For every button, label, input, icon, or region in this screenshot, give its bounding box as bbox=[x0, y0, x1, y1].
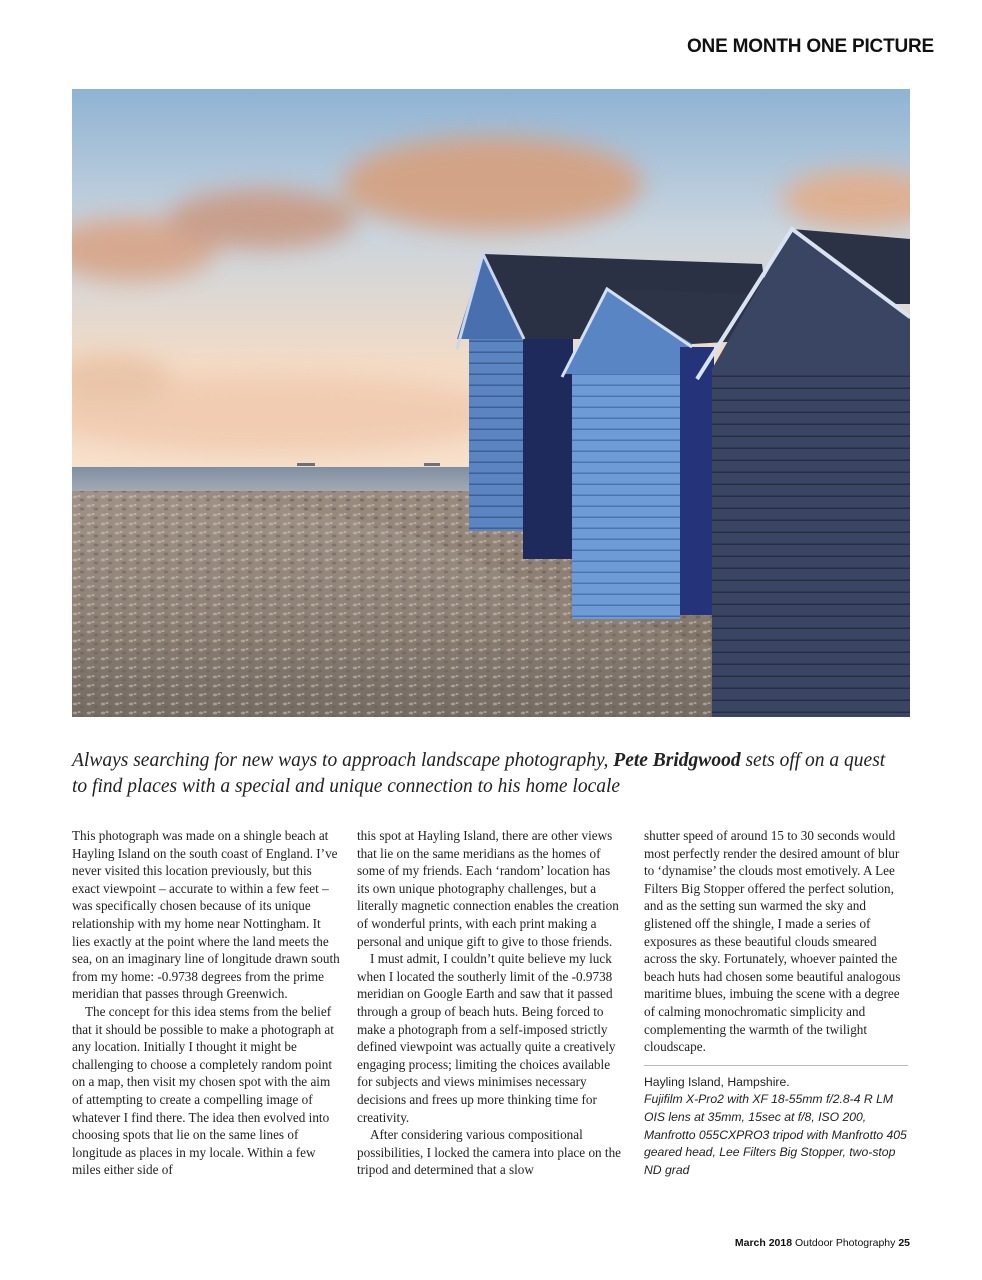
body-column-1 bbox=[72, 827, 340, 1179]
issue-date: March 2018 bbox=[734, 1237, 793, 1249]
page-number: 25 bbox=[898, 1237, 910, 1249]
page-footer bbox=[735, 1237, 910, 1249]
standfirst: Always searching for new ways to approach landscape photography, Pete Bridgwood sets off on a quest to find places with a special and unique connection to his home locale bbox=[72, 750, 886, 797]
section-title: ONE MONTH ONE PICTURE bbox=[686, 36, 934, 57]
caption-location: Hayling Island, Hampshire. bbox=[644, 1074, 790, 1089]
paragraph: shutter speed of around 15 to 30 seconds would most perfectly render the desired amount of blur to ‘dynamise’ the clouds most emotively. A Lee Filters Big Stopper offered the perfect solution, and as the setting sun warmed the sky and glistened off the shingle, I made a series of exposures as these beautiful clouds smeared across the sky. Fortunately, whoever painted the beach huts had chosen some beautiful analogous maritime blues, imbuing the scene with a degree of calming monochromatic simplicity and complementing the warmth of the twilight cloudscape. bbox=[644, 828, 901, 1055]
paragraph: The concept for this idea stems from the belief that it should be possible to make a photograph at any location. Initially I thought it might be challenging to choose a completely random point on a map, then visit my chosen spot with the aim of attempting to create a compelling image of whatever I find there. The idea then evolved into choosing spots that lie on the same lines of longitude as places in my locale. Within a few miles either side of bbox=[72, 1003, 334, 1178]
paragraph: I must admit, I couldn’t quite believe my luck when I located the southerly limit of the -0.9738 meridian on Google Earth and saw that it passed through a group of beach huts. Being forced to make a photograph from a self-imposed strictly defined viewpoint was actually quite a creatively engaging process; limiting the choices available for subjects and views minimises necessary decisions and frees up more thinking time for creativity. bbox=[357, 951, 616, 1125]
paragraph: this spot at Hayling Island, there are other views that lie on the same meridians as the homes of some of my friends. Each ‘random’ location has its own unique photography challenges, but a literally magnetic connection enables the creation of wonderful prints, with each print making a personal and unique gift to give to those friends. bbox=[357, 828, 619, 949]
caption-divider bbox=[644, 1065, 908, 1066]
magazine-name: Outdoor Photography bbox=[794, 1237, 896, 1249]
main-photo bbox=[72, 89, 910, 717]
paragraph: This photograph was made on a shingle beach at Hayling Island on the south coast of England. I’ve never visited this location previously, but this exact viewpoint – accurate to within a few feet – was specifically chosen because of its unique relationship with my home near Nottingham. It lies exactly at the point where the land meets the sea, on an imaginary line of longitude drawn south from my home: -0.9738 degrees from the prime meridian that passes through Greenwich. bbox=[72, 828, 340, 1002]
paragraph: After considering various compositional possibilities, I locked the camera into place on the tripod and determined that a slow bbox=[357, 1127, 622, 1178]
photo-caption bbox=[644, 1074, 908, 1180]
body-column-2 bbox=[357, 827, 625, 1179]
author-name: Pete Bridgwood bbox=[613, 750, 741, 771]
body-column-3 bbox=[644, 827, 908, 1179]
caption-kit: Fujifilm X-Pro2 with XF 18-55mm f/2.8-4 R LM OIS lens at 35mm, 15sec at f/8, ISO 200, Manfrotto 055CXPRO3 tripod with Manfrotto 405 geared head, Lee Filters Big Stopper, two-stop ND grad bbox=[644, 1092, 907, 1177]
